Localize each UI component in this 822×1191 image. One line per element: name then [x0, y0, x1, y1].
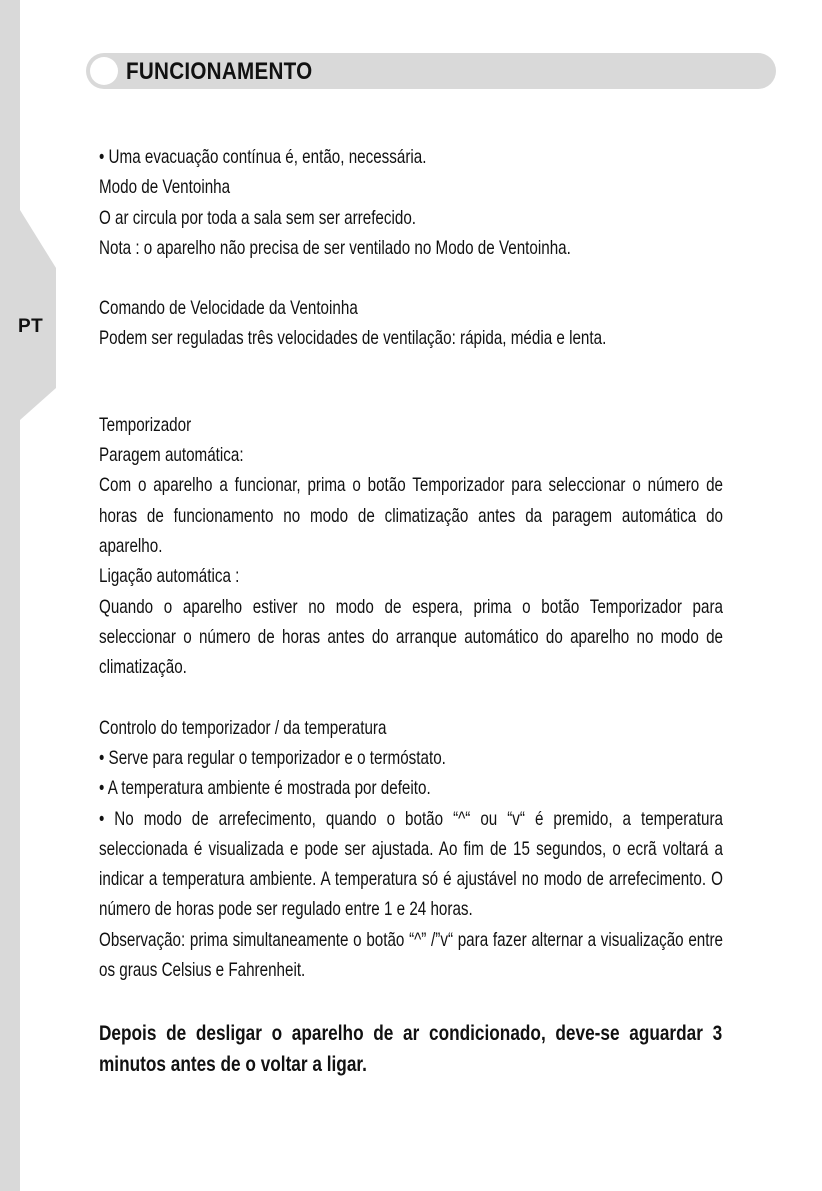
paragraph-auto-start: Quando o aparelho estiver no modo de espera, prima o botão Temporizador para seleccionar o número de horas antes do arranque automático do aparelho no modo de climatização.: [99, 595, 723, 679]
section-header: [86, 53, 776, 89]
text-line: Podem ser reguladas três velocidades de ventilação: rápida, média e lenta.: [99, 327, 607, 350]
restart-warning-note: Depois de desligar o aparelho de ar condicionado, deve-se aguardar 3 minutos antes de o voltar a ligar.: [99, 1021, 723, 1076]
text-line: • Serve para regular o temporizador e o termóstato.: [99, 746, 446, 769]
text-line: Nota : o aparelho não precisa de ser ventilado no Modo de Ventoinha.: [99, 236, 571, 259]
text-line: O ar circula por toda a sala sem ser arrefecido.: [99, 206, 417, 229]
language-tab-label: PT: [18, 316, 44, 337]
heading-timer-temperature: Controlo do temporizador / da temperatura: [99, 716, 387, 739]
heading-fan-mode: Modo de Ventoinha: [99, 176, 231, 199]
body-text: [99, 142, 723, 1080]
paragraph-observation: Observação: prima simultaneamente o botão “^” /”v“ para fazer alternar a visualização entre os graus Celsius e Fahrenheit.: [99, 928, 723, 981]
section-title: FUNCIONAMENTO: [126, 58, 313, 85]
heading-fan-speed: Comando de Velocidade da Ventoinha: [99, 297, 358, 320]
subheading-auto-stop: Paragem automática:: [99, 444, 244, 467]
heading-timer: Temporizador: [99, 413, 192, 436]
paragraph-cooling-mode: • No modo de arrefecimento, quando o botão “^“ ou “v“ é premido, a temperatura seleccionada é visualizada e pode ser ajustada. Ao fim de 15 segundos, o ecrã voltará a indicar a temperatura ambiente. A temperatura só é ajustável no modo de arrefecimento. O número de horas pode ser regulado entre 1 e 24 horas.: [99, 807, 723, 921]
subheading-auto-start: Ligação automática :: [99, 565, 240, 588]
header-bullet-icon: [90, 57, 118, 85]
paragraph-auto-stop: Com o aparelho a funcionar, prima o botão Temporizador para seleccionar o número de horas de funcionamento no modo de climatização antes da paragem automática do aparelho.: [99, 474, 723, 557]
text-line: • Uma evacuação contínua é, então, necessária.: [99, 146, 427, 168]
language-tab-shape: [0, 0, 60, 1191]
text-line: • A temperatura ambiente é mostrada por defeito.: [99, 777, 431, 800]
